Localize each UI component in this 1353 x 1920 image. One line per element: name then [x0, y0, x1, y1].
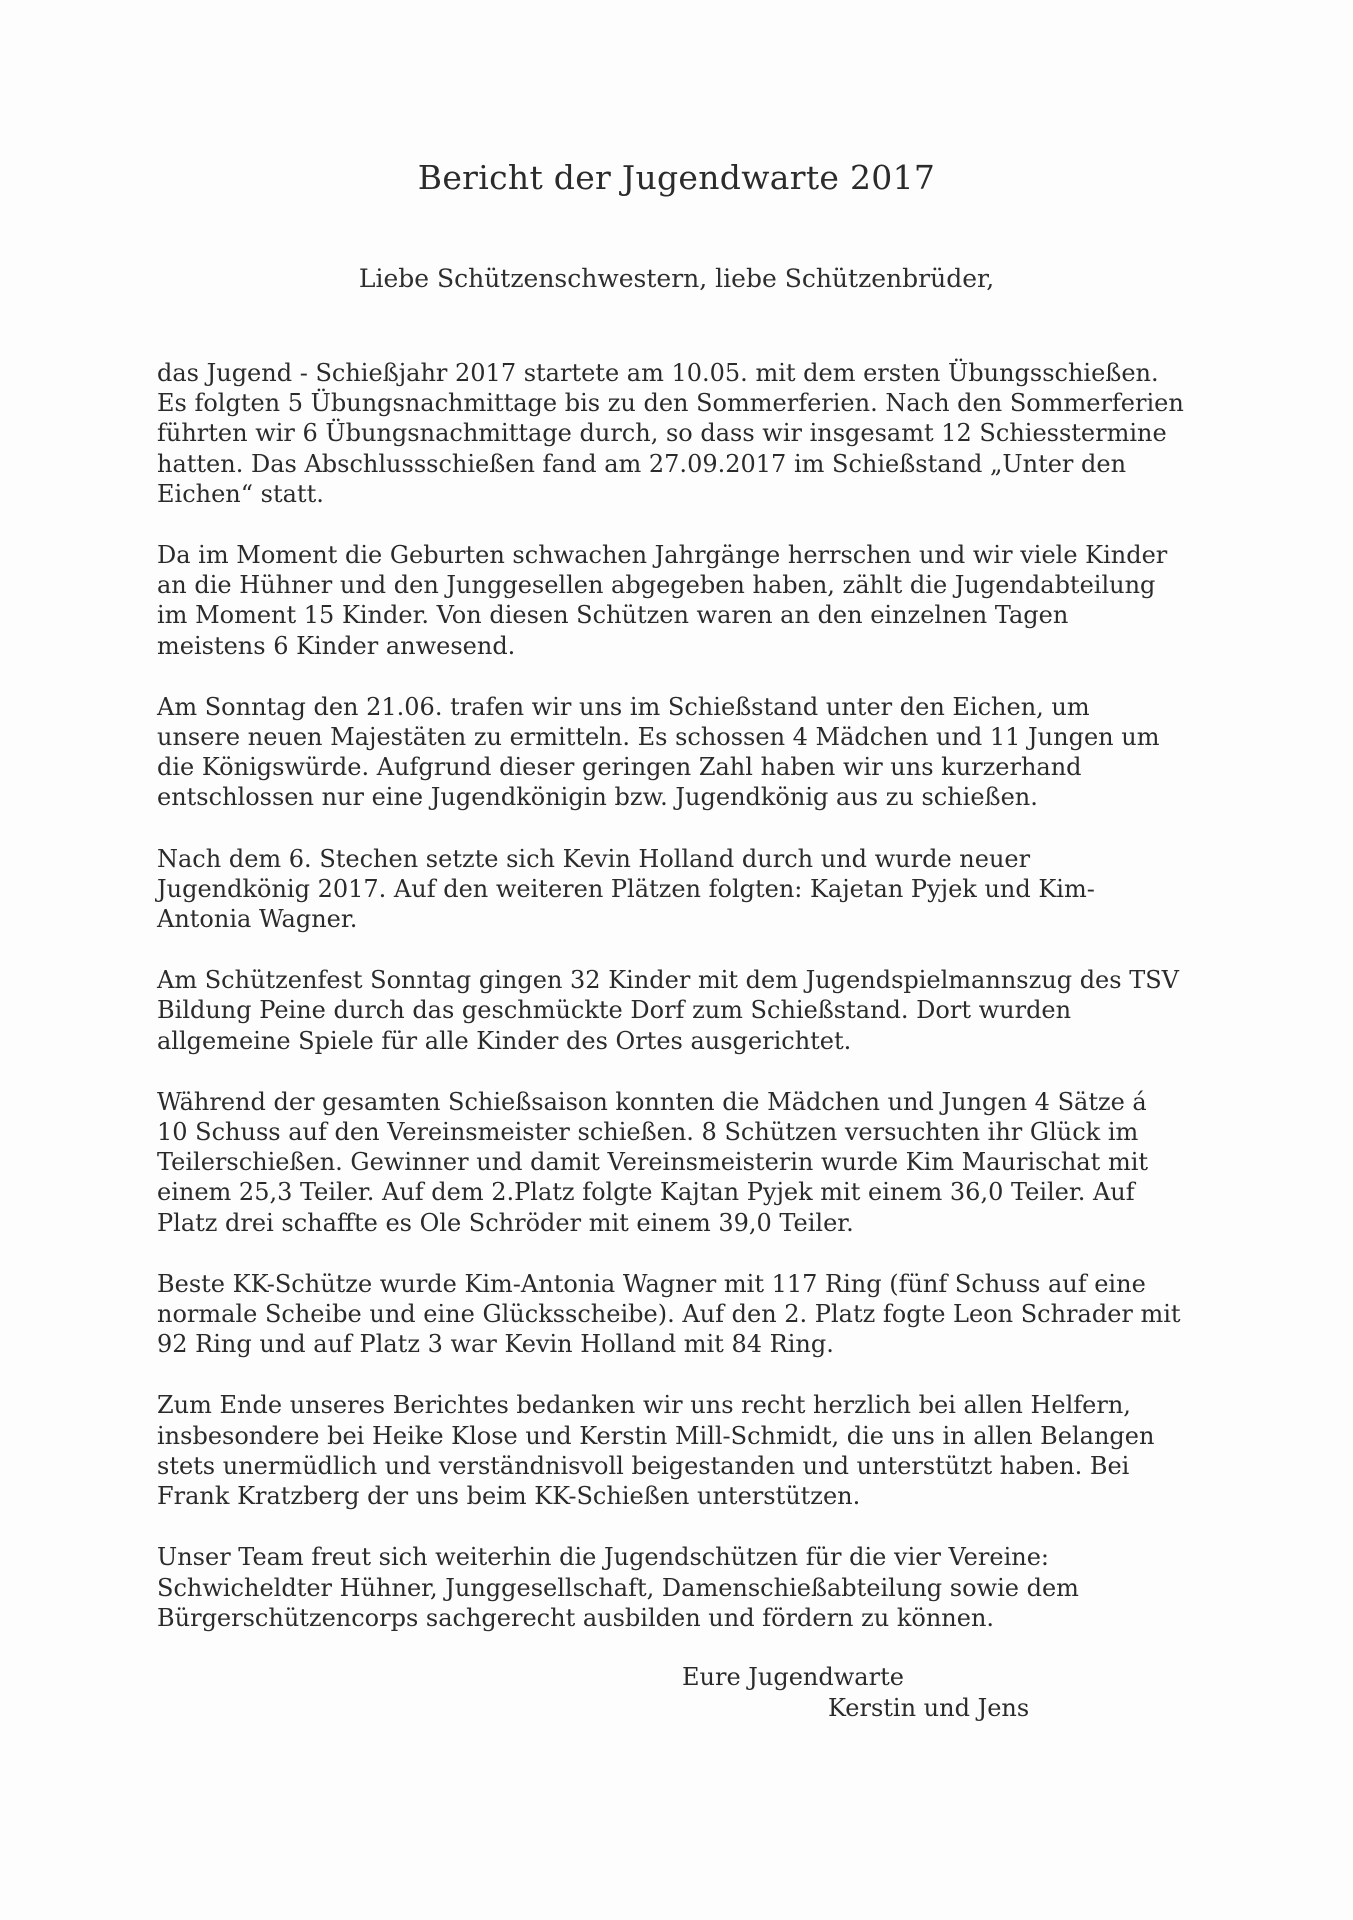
- paragraph: [157, 844, 1207, 935]
- paragraph-line: Während der gesamten Schießsaison konnten die Mädchen und Jungen 4 Sätze á: [157, 1087, 1147, 1116]
- paragraph: [157, 358, 1207, 509]
- paragraph-line: führten wir 6 Übungsnachmittage durch, so dass wir insgesamt 12 Schiesstermine: [157, 419, 1167, 448]
- signature-closing: Eure Jugendwarte: [682, 1663, 904, 1691]
- paragraph-line: Es folgten 5 Übungsnachmittage bis zu den Sommerferien. Nach den Sommerferien: [157, 389, 1184, 418]
- paragraph-line: Bürgerschützencorps sachgerecht ausbilden und fördern zu können.: [157, 1603, 995, 1632]
- signature-names: Kerstin und Jens: [828, 1694, 1030, 1722]
- paragraph: [157, 1087, 1207, 1238]
- paragraph-line: 10 Schuss auf den Vereinsmeister schießen. 8 Schützen versuchten ihr Glück im: [157, 1118, 1139, 1147]
- paragraph-line: insbesondere bei Heike Klose und Kerstin Mill-Schmidt, die uns in allen Belangen: [157, 1421, 1155, 1450]
- document-title: Bericht der Jugendwarte 2017: [417, 158, 936, 197]
- paragraph-line: allgemeine Spiele für alle Kinder des Ortes ausgerichtet.: [157, 1026, 852, 1055]
- paragraph-line: Zum Ende unseres Berichtes bedanken wir uns recht herzlich bei allen Helfern,: [157, 1391, 1131, 1420]
- paragraph-line: Platz drei schaffte es Ole Schröder mit einem 39,0 Teiler.: [157, 1208, 854, 1237]
- paragraph: [157, 1269, 1207, 1360]
- paragraph-line: Frank Kratzberg der uns beim KK-Schießen unterstützen.: [157, 1482, 861, 1511]
- paragraph-line: Beste KK-Schütze wurde Kim-Antonia Wagner mit 117 Ring (fünf Schuss auf eine: [157, 1269, 1146, 1298]
- paragraph-line: Da im Moment die Geburten schwachen Jahrgänge herrschen und wir viele Kinder: [157, 541, 1168, 570]
- paragraph-line: unsere neuen Majestäten zu ermitteln. Es schossen 4 Mädchen und 11 Jungen um: [157, 723, 1160, 752]
- paragraph-line: die Königswürde. Aufgrund dieser geringen Zahl haben wir uns kurzerhand: [157, 753, 1082, 782]
- paragraph-line: Jugendkönig 2017. Auf den weiteren Plätzen folgten: Kajetan Pyjek und Kim-: [157, 874, 1095, 903]
- report-body: [157, 358, 1207, 1664]
- paragraph-line: Schwicheldter Hühner, Junggesellschaft, Damenschießabteilung sowie dem: [157, 1573, 1079, 1602]
- paragraph: [157, 1542, 1207, 1633]
- paragraph-line: Eichen“ statt.: [157, 479, 324, 508]
- paragraph-line: 92 Ring und auf Platz 3 war Kevin Holland mit 84 Ring.: [157, 1330, 834, 1359]
- signature-block: [682, 1662, 1082, 1724]
- paragraph-line: Bildung Peine durch das geschmückte Dorf zum Schießstand. Dort wurden: [157, 996, 1072, 1025]
- paragraph-line: stets unermüdlich und verständnisvoll beigestanden und unterstützt haben. Bei: [157, 1451, 1130, 1480]
- paragraph: [157, 965, 1207, 1056]
- paragraph-line: Teilerschießen. Gewinner und damit Vereinsmeisterin wurde Kim Maurischat mit: [157, 1148, 1149, 1177]
- paragraph-line: Antonia Wagner.: [157, 905, 358, 934]
- paragraph-line: Am Sonntag den 21.06. trafen wir uns im Schießstand unter den Eichen, um: [157, 692, 1090, 721]
- paragraph-line: Nach dem 6. Stechen setzte sich Kevin Holland durch und wurde neuer: [157, 844, 1031, 873]
- paragraph-line: Unser Team freut sich weiterhin die Jugendschützen für die vier Vereine:: [157, 1543, 1049, 1572]
- paragraph-line: Am Schützenfest Sonntag gingen 32 Kinder mit dem Jugendspielmannszug des TSV: [157, 966, 1179, 995]
- paragraph-line: einem 25,3 Teiler. Auf dem 2.Platz folgte Kajtan Pyjek mit einem 36,0 Teiler. Auf: [157, 1178, 1135, 1207]
- paragraph-line: im Moment 15 Kinder. Von diesen Schützen waren an den einzelnen Tagen: [157, 601, 1069, 630]
- paragraph: [157, 1390, 1207, 1511]
- paragraph-line: normale Scheibe und eine Glücksscheibe). Auf den 2. Platz fogte Leon Schrader mit: [157, 1300, 1181, 1329]
- paragraph-line: entschlossen nur eine Jugendkönigin bzw. Jugendkönig aus zu schießen.: [157, 783, 1038, 812]
- greeting: Liebe Schützenschwestern, liebe Schützenbrüder,: [358, 264, 995, 293]
- paragraph: [157, 540, 1207, 661]
- paragraph-line: meistens 6 Kinder anwesend.: [157, 631, 516, 660]
- paragraph-line: an die Hühner und den Junggesellen abgegeben haben, zählt die Jugendabteilung: [157, 571, 1156, 600]
- paragraph: [157, 692, 1207, 813]
- paragraph-line: das Jugend - Schießjahr 2017 startete am 10.05. mit dem ersten Übungsschießen.: [157, 359, 1159, 387]
- paragraph-line: hatten. Das Abschlussschießen fand am 27.09.2017 im Schießstand „Unter den: [157, 449, 1127, 478]
